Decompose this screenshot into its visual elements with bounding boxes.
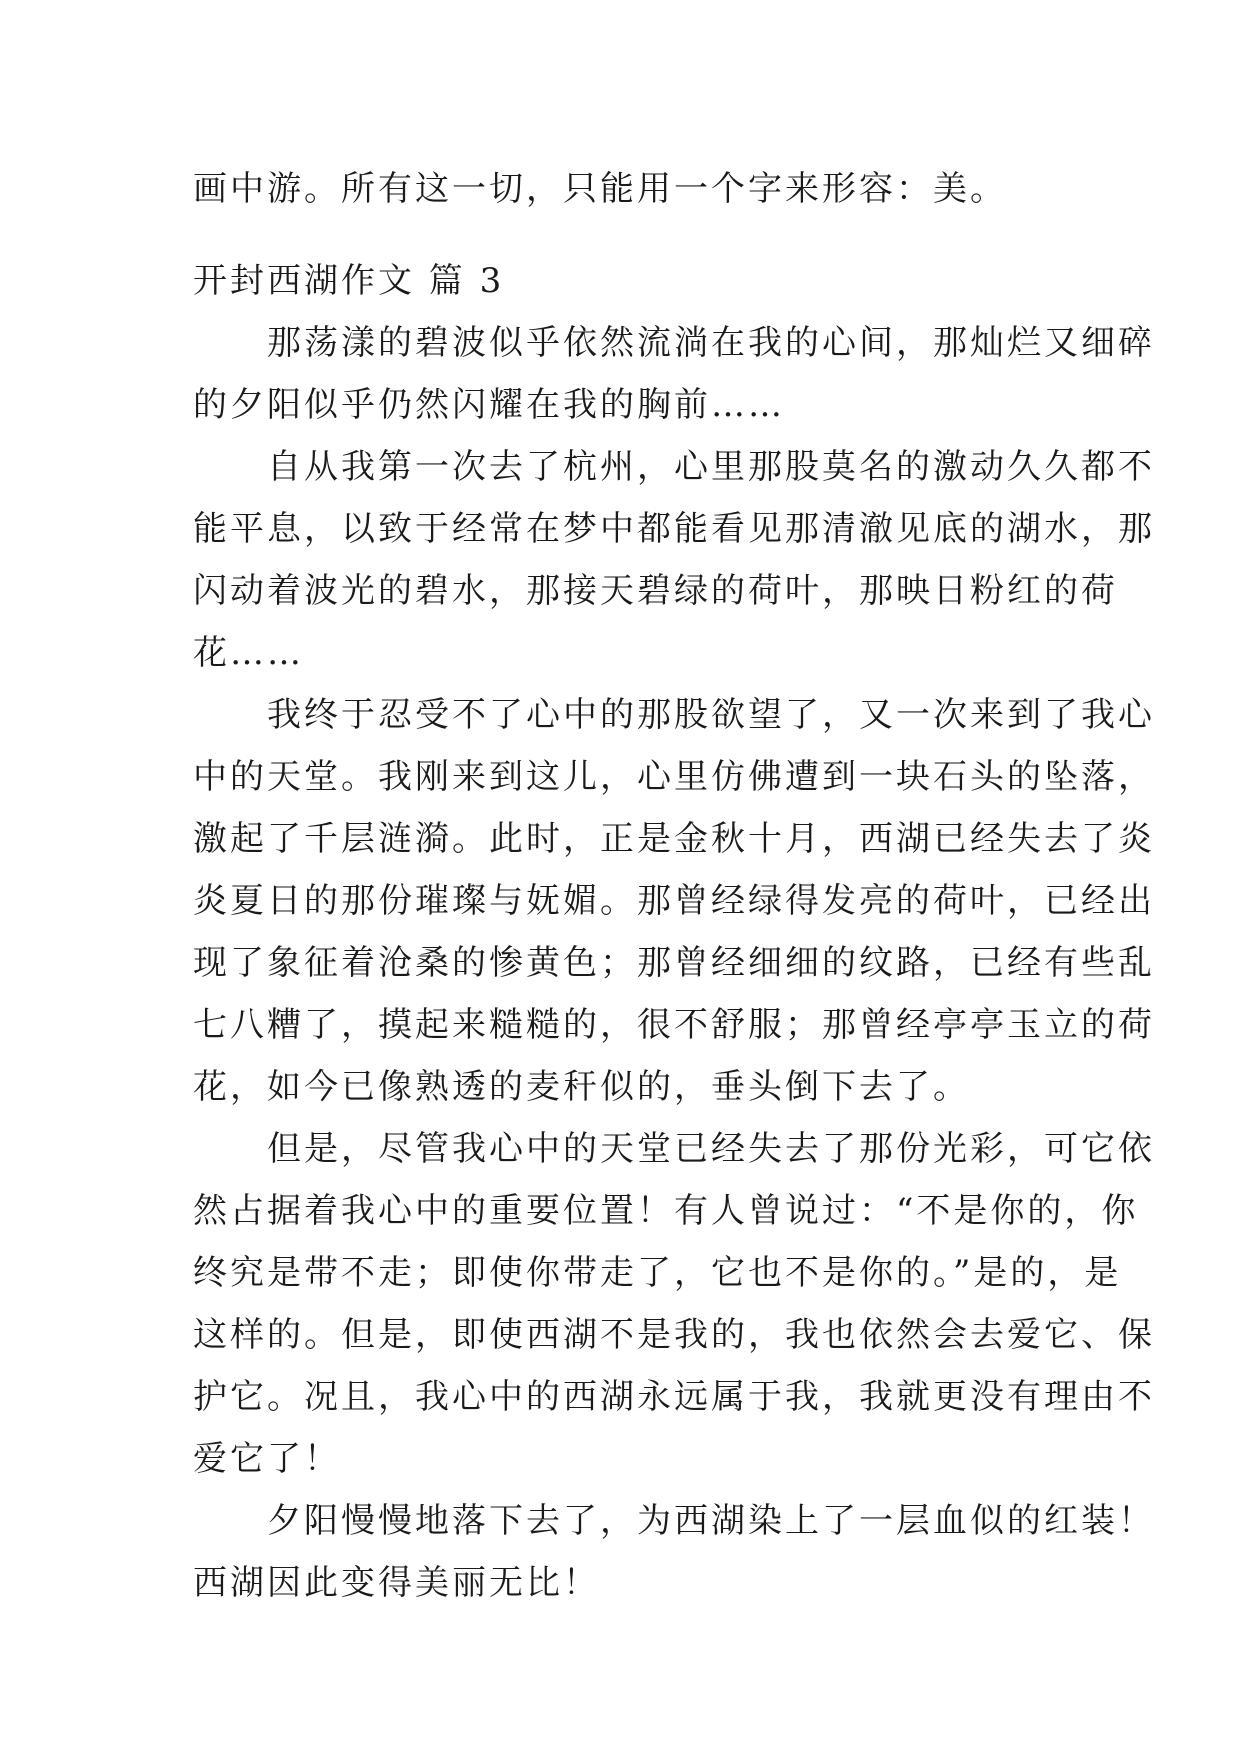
paragraph-line: 爱它了！	[193, 1439, 341, 1479]
paragraph-5	[193, 1490, 1155, 1614]
paragraph-line: 炎夏日的那份璀璨与妩媚。那曾经绿得发亮的荷叶，已经出	[193, 881, 1155, 921]
paragraph-line: 西湖因此变得美丽无比！	[193, 1563, 600, 1603]
paragraph-2	[193, 436, 1155, 684]
paragraph-line: 花……	[193, 633, 304, 673]
paragraph-line: 现了象征着沧桑的惨黄色；那曾经细细的纹路，已经有些乱	[193, 943, 1155, 983]
paragraph-line: 中的天堂。我刚来到这儿，心里仿佛遭到一块石头的坠落，	[193, 757, 1155, 797]
paragraph-line: 自从我第一次去了杭州，心里那股莫名的激动久久都不	[193, 447, 1155, 487]
paragraph-line: 七八糟了，摸起来糙糙的，很不舒服；那曾经亭亭玉立的荷	[193, 1005, 1155, 1045]
paragraph-line: 能平息，以致于经常在梦中都能看见那清澈见底的湖水，那	[193, 509, 1155, 549]
paragraph-line: 激起了千层涟漪。此时，正是金秋十月，西湖已经失去了炎	[193, 819, 1155, 859]
paragraph-4	[193, 1118, 1155, 1490]
paragraph-line: 这样的。但是，即使西湖不是我的，我也依然会去爱它、保	[193, 1315, 1155, 1355]
section-heading: 开封西湖作文 篇 3	[193, 261, 505, 301]
paragraph-line: 我终于忍受不了心中的那股欲望了，又一次来到了我心	[193, 695, 1155, 735]
paragraph-line: 花，如今已像熟透的麦秆似的，垂头倒下去了。	[193, 1067, 970, 1107]
paragraph-continuation: 画中游。所有这一切，只能用一个字来形容：美。	[193, 169, 1007, 209]
paragraph-line: 但是，尽管我心中的天堂已经失去了那份光彩，可它依	[193, 1129, 1155, 1169]
paragraph-line: 终究是带不走；即使你带走了，它也不是你的。”是的，是	[193, 1253, 1122, 1293]
paragraph-line: 然占据着我心中的重要位置！有人曾说过：“不是你的，你	[193, 1191, 1139, 1231]
document-page	[193, 158, 1155, 1614]
paragraph-line: 闪动着波光的碧水，那接天碧绿的荷叶，那映日粉红的荷	[193, 571, 1118, 611]
paragraph-1	[193, 312, 1155, 436]
paragraph-line: 夕阳慢慢地落下去了，为西湖染上了一层血似的红装！	[193, 1501, 1155, 1541]
paragraph-line: 那荡漾的碧波似乎依然流淌在我的心间，那灿烂又细碎	[193, 323, 1155, 363]
paragraph-line: 的夕阳似乎仍然闪耀在我的胸前……	[193, 385, 785, 425]
paragraph-3	[193, 684, 1155, 1118]
paragraph-line: 护它。况且，我心中的西湖永远属于我，我就更没有理由不	[193, 1377, 1155, 1417]
